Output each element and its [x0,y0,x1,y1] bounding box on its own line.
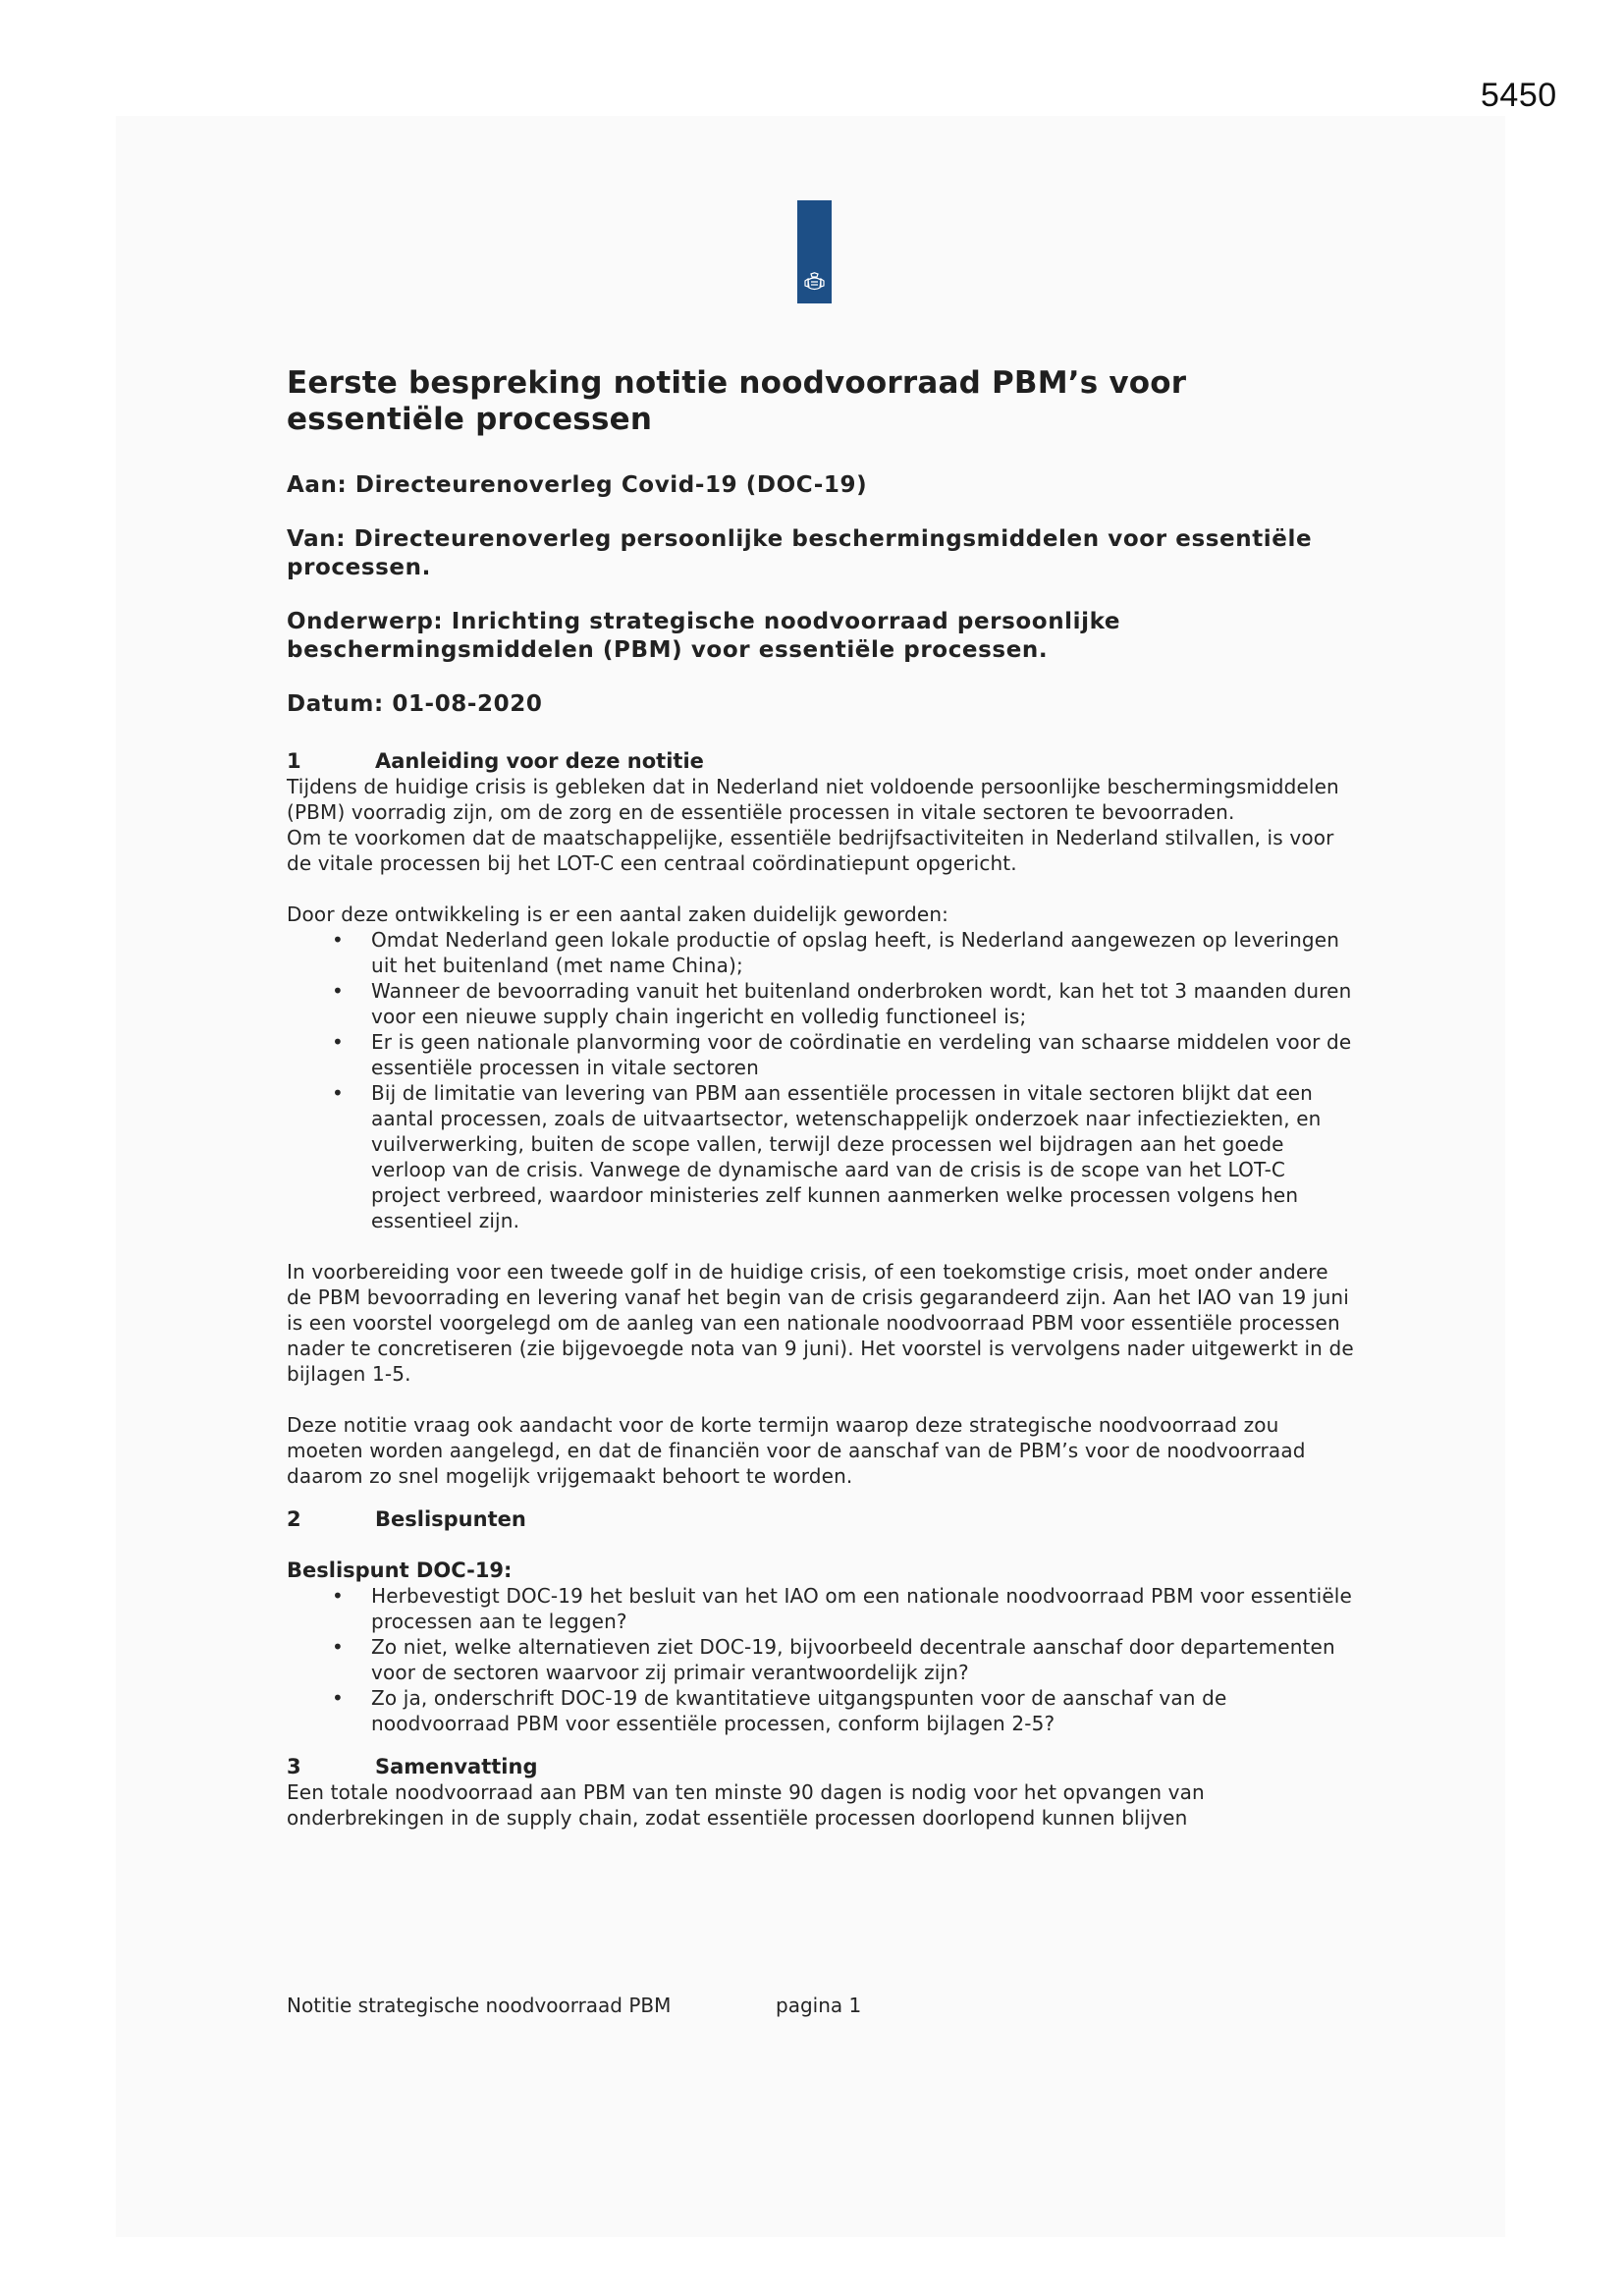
page-footer [287,1994,861,2017]
page-number: 5450 [1481,77,1557,114]
list-item: • Omdat Nederland geen lokale productie of opslag heeft, is Nederland aangewezen op leveringen uit het buitenland (met name China); [332,928,1340,977]
rijksoverheid-logo [797,200,832,303]
section-1-paragraph-5: Deze notitie vraag ook aandacht voor de korte termijn waarop deze strategische noodvoorraad zou moeten worden aangelegd, en dat de financiën voor de aanschaf van de PBM’s voor de noodvoorraad daarom zo snel mogelijk vrijgemaakt behoort te worden. [287,1413,1306,1488]
section-title: Aanleiding voor deze notitie [375,749,704,773]
section-1-heading [287,748,1357,774]
section-1-paragraph-2: Om te voorkomen dat de maatschappelijke, essentiële bedrijfsactiviteiten in Nederland stilvallen, is voor de vitale processen bij het LOT-C een centraal coördinatiepunt opgericht. [287,826,1334,875]
section-1-bullet-list [287,927,1357,1233]
section-number: 2 [287,1507,301,1531]
bullet-icon: • [332,1081,344,1105]
bullet-icon: • [332,1030,344,1054]
document-title: Eerste bespreking notitie noodvoorraad PBM’s voor essentiële processen [287,365,1187,437]
footer-document-name: Notitie strategische noodvoorraad PBM [287,1994,672,2017]
section-1-paragraph-3: Door deze ontwikkeling is er een aantal zaken duidelijk geworden: [287,902,949,926]
section-number: 1 [287,749,301,773]
bullet-icon: • [332,1635,344,1659]
section-title: Samenvatting [375,1755,538,1778]
crest-icon [803,272,826,292]
list-item: • Herbevestigt DOC-19 het besluit van het IAO om een nationale noodvoorraad PBM voor essentiële processen aan te leggen? [332,1584,1352,1633]
list-item: • Zo ja, onderschrift DOC-19 de kwantitatieve uitgangspunten voor de aanschaf van de noodvoorraad PBM voor essentiële processen, conform bijlagen 2-5? [332,1686,1227,1735]
section-number: 3 [287,1755,301,1778]
section-2-heading [287,1506,1357,1532]
list-item: • Bij de limitatie van levering van PBM aan essentiële processen in vitale sectoren blijkt dat een aantal processen, zoals de uitvaartsector, wetenschappelijk onderzoek naar infectieziekten, en vuilverwerking, buiten de scope vallen, terwijl deze processen wel bijdragen aan het goede verloop van de crisis. Vanwege de dynamische aard van de crisis is de scope van het LOT-C project verbreed, waardoor ministeries zelf kunnen aanmerken welke processen volgens hen essentieel zijn. [332,1081,1322,1232]
section-2-bullet-list [287,1583,1357,1736]
list-item: • Wanneer de bevoorrading vanuit het buitenland onderbroken wordt, kan het tot 3 maanden duren voor een nieuwe supply chain ingericht en volledig functioneel is; [332,979,1352,1028]
list-item: • Zo niet, welke alternatieven ziet DOC-19, bijvoorbeeld decentrale aanschaf door departementen voor de sectoren waarvoor zij primair verantwoordelijk zijn? [332,1635,1335,1684]
section-1-paragraph-4: In voorbereiding voor een tweede golf in de huidige crisis, of een toekomstige crisis, moet onder andere de PBM bevoorrading en levering vanaf het begin van de crisis gegarandeerd zijn. Aan het IAO van 19 juni is een voorstel voorgelegd om de aanleg van een nationale noodvoorraad PBM voor essentiële processen nader te concretiseren (zie bijgevoegde nota van 9 juni). Het voorstel is vervolgens nader uitgewerkt in de bijlagen 1-5. [287,1260,1354,1386]
section-3-paragraph-1: Een totale noodvoorraad aan PBM van ten minste 90 dagen is nodig voor het opvangen van onderbrekingen in de supply chain, zodat essentiële processen doorlopend kunnen blijven [287,1780,1205,1830]
section-1-paragraph-1: Tijdens de huidige crisis is gebleken dat in Nederland niet voldoende persoonlijke beschermingsmiddelen (PBM) voorradig zijn, om de zorg en de essentiële processen in vitale sectoren te bevoorraden. [287,775,1339,824]
document-content [287,365,1357,1831]
bullet-icon: • [332,1584,344,1608]
section-title: Beslispunten [375,1507,526,1531]
meta-aan: Aan: Directeurenoverleg Covid-19 (DOC-19) [287,472,868,498]
meta-datum: Datum: 01-08-2020 [287,691,543,717]
meta-van: Van: Directeurenoverleg persoonlijke beschermingsmiddelen voor essentiële processen. [287,526,1313,580]
footer-page-label: pagina 1 [776,1994,862,2017]
bullet-icon: • [332,979,344,1003]
bullet-icon: • [332,928,344,952]
list-item: • Er is geen nationale planvorming voor de coördinatie en verdeling van schaarse middelen voor de essentiële processen in vitale sectoren [332,1030,1352,1079]
bullet-icon: • [332,1686,344,1710]
meta-onderwerp: Onderwerp: Inrichting strategische noodvoorraad persoonlijke beschermingsmiddelen (PBM) voor essentiële processen. [287,609,1121,663]
beslispunt-subheading: Beslispunt DOC-19: [287,1558,513,1582]
section-3-heading [287,1754,1357,1779]
